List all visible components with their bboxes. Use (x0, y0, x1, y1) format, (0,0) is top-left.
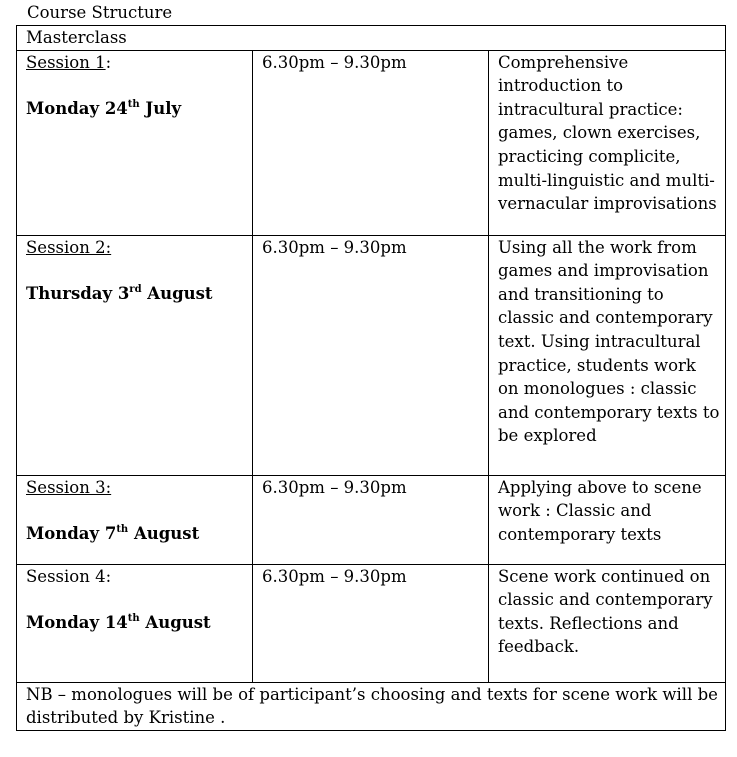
session-cell (17, 475, 253, 564)
session-date: Thursday 3rd August (26, 284, 213, 304)
session-label: Session 4: (26, 566, 112, 586)
note-text: NB – monologues will be of participant’s choosing and texts for scene work will be distributed by Kristine . (17, 682, 726, 730)
session-label: Session 1: (26, 52, 112, 72)
note-row (17, 682, 726, 730)
session-time: 6.30pm – 9.30pm (253, 475, 489, 564)
masterclass-row (17, 26, 726, 51)
session-label: Session 2: (26, 237, 112, 257)
session-time: 6.30pm – 9.30pm (253, 564, 489, 682)
session-cell (17, 564, 253, 682)
session-row-3 (17, 475, 726, 564)
session-description: Scene work continued on classic and contemporary texts. Reflections and feedback. (489, 564, 726, 682)
session-date: Monday 14th August (26, 613, 211, 633)
session-row-1 (17, 50, 726, 235)
session-time: 6.30pm – 9.30pm (253, 50, 489, 235)
session-cell (17, 50, 253, 235)
session-date: Monday 7th August (26, 524, 200, 544)
session-description: Using all the work from games and improvisation and transitioning to classic and contemporary text. Using intracultural practice, students work on monologues : classic and contemporary texts to be explored (489, 235, 726, 475)
session-row-4 (17, 564, 726, 682)
session-description: Comprehensive introduction to intracultural practice: games, clown exercises, practicing complicite, multi-linguistic and multi-vernacular improvisations (489, 50, 726, 235)
masterclass-title: Masterclass (17, 26, 726, 51)
course-structure-heading: Course Structure (27, 3, 173, 22)
session-label: Session 3: (26, 477, 112, 497)
session-time: 6.30pm – 9.30pm (253, 235, 489, 475)
course-table (16, 25, 726, 731)
session-date: Monday 24th July (26, 99, 182, 119)
session-row-2 (17, 235, 726, 475)
session-cell (17, 235, 253, 475)
session-description: Applying above to scene work : Classic and contemporary texts (489, 475, 726, 564)
